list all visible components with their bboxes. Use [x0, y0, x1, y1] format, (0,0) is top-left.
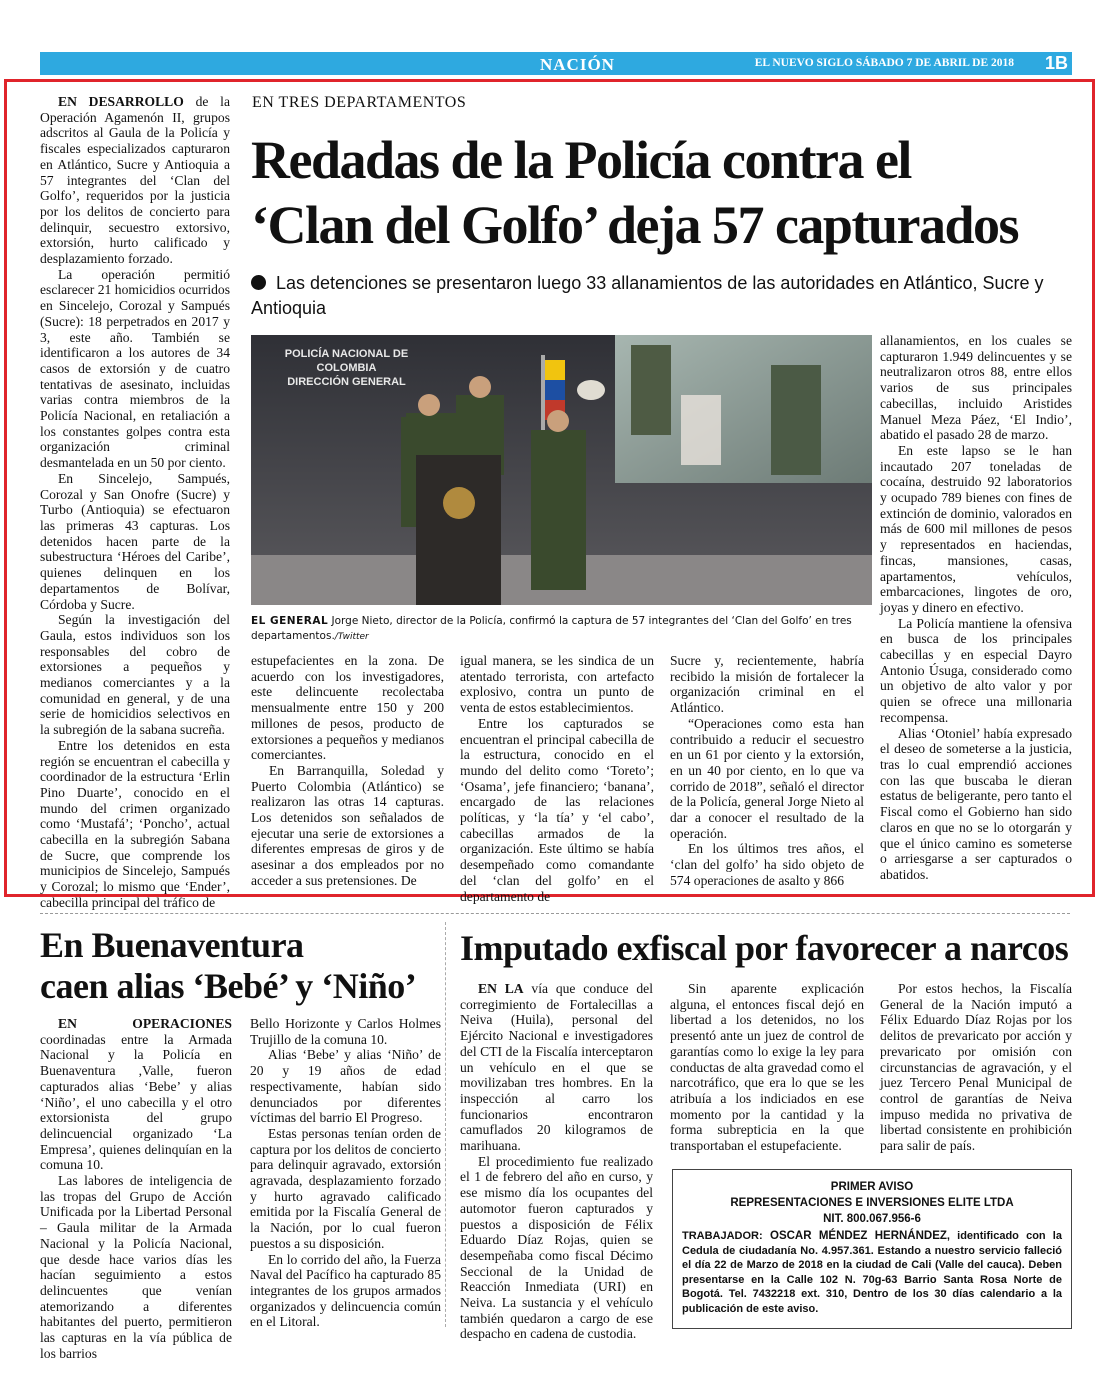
story2-column-1	[40, 1016, 232, 1361]
paragraph: Alias ‘Bebe’ y alias ‘Niño’ de 20 y 19 años de edad respectivamente, habían sido denunciados por diferentes víctimas del barrio El Progreso.	[250, 1047, 441, 1126]
photo-credit: /Twitter	[334, 632, 369, 642]
photo-banner	[259, 347, 434, 389]
main-story-column-5	[880, 333, 1072, 883]
paragraph: Según la investigación del Gaula, estos individuos son los responsables del cobro de extorsiones a pequeños y medianos comerciantes y a la comunidad en general, y de una serie de homicidios selectivos en la subregión de la sabana sucreña.	[40, 612, 230, 738]
story3-column-1	[460, 981, 653, 1342]
notice-body	[673, 1229, 1071, 1316]
page-number: 1B	[1044, 53, 1068, 73]
notice-name: OSCAR MÉNDEZ HERNÁNDEZ	[762, 1230, 947, 1242]
caption-lead: EL GENERAL	[251, 615, 329, 627]
headline-line-2: caen alias ‘Bebé’ y ‘Niño’	[40, 966, 417, 1006]
divider	[40, 913, 1070, 914]
kicker: EN TRES DEPARTAMENTOS	[252, 94, 467, 111]
story3-column-2	[670, 981, 864, 1154]
paragraph: igual manera, se les sindica de un atentado terrorista, con artefacto explosivo, contra un punto de venta de estos establecimientos.	[460, 653, 654, 716]
headline-line-1: En Buenaventura	[40, 925, 304, 965]
section-header-bar	[40, 52, 1072, 75]
main-story-column-2	[251, 653, 444, 889]
main-story-column-4	[670, 653, 864, 889]
paragraph: Por estos hechos, la Fiscalía General de la Nación imputó a Félix Eduardo Díaz Rojas por los delitos de prevaricato por acción y prevaricato por omisión con circunstancias de agravación, y el juez Tercero Penal Municipal de control de garantías de Neiva impuso medida no privativa de libertad consistente en prohibición para salir de país.	[880, 981, 1072, 1154]
bullet-icon	[251, 275, 266, 290]
story3-column-3	[880, 981, 1072, 1154]
paragraph: “Operaciones como esta han contribuido a reducir el secuestro en un 61 por ciento y la extorsión, en un 40 por ciento, en lo que va corrido de 2018”, señaló el director de la Policía, general Jorge Nieto al dar a conocer el resultado de la operación.	[670, 715, 864, 841]
story2-column-2	[250, 1016, 441, 1330]
paragraph: de la Operación Agamenón II, grupos adscritos al Gaula de la Policía y fiscales especializados capturaron en Atlántico, Sucre y Antioquia a 57 integrantes del ‘Clan del Golfo’, requeridos por la justicia por los delitos de concierto para delinquir, secuestro extorsivo, extorsión, hurto calificado y desplazamiento forzado.	[40, 94, 230, 267]
paragraph: Bello Horizonte y Carlos Holmes Trujillo de la comuna 10.	[250, 1016, 441, 1047]
story2-headline	[40, 925, 440, 1007]
paragraph: Las labores de inteligencia de las tropas del Grupo de Acción Unificada por la Libertad Personal – Gaula militar de la Armada Nacional y la Policía Nacional, que desde hace varios días les hacían seguimiento a estos delincuentes que venían atemorizando a diferentes habitantes del puerto, permitieron las capturas en la vía pública de los barrios	[40, 1173, 232, 1361]
lead-in: EN OPERACIONES	[58, 1016, 232, 1031]
press-conference-photo	[251, 335, 872, 605]
headline-line-1: Redadas de la Policía contra el	[251, 130, 911, 190]
column-divider	[445, 922, 446, 1327]
photo-banner-line-2: DIRECCIÓN GENERAL	[287, 376, 406, 388]
paragraph: En los últimos tres años, el ‘clan del golfo’ ha sido objeto de 574 operaciones de asalto y 866	[670, 841, 864, 888]
paragraph: La operación permitió esclarecer 21 homicidios ocurridos en Sincelejo, Corozal y Sampués (Sucre): 18 perpetrados en 2017 y 3, este año. También se identificaron a los autores de 34 casos de extorsión y de cuatro tentativas de asesinato, incluidas varias contra miembros de la Policía Nacional, en retaliación a los constantes golpes contra esta organización criminal desmantelada en un 50 por ciento.	[40, 266, 230, 471]
lead-in: EN LA	[478, 981, 524, 996]
paragraph: La Policía mantiene la ofensiva en busca de los principales cabecillas y en especial Dayro Antonio Úsuga, considerado como un objetivo de alto valor y por quien se ofrece una millonaria recompensa.	[880, 615, 1072, 725]
paragraph: coordinadas entre la Armada Nacional y la Policía en Buenaventura ,Valle, fueron capturados alias ‘Bebe’ y alias ‘Niño’, el uno cabecilla y el otro extorsionista del grupo delincuencial organizado ‘La Empresa’, quienes delinquían en la comuna 10.	[40, 1031, 232, 1173]
notice-text: , identificado con la Cedula de ciudadanía No. 4.957.361. Estando a nuestro servicio falleció el día 22 de Marzo de 2018 en la ciudad de Cali (Valle del cauca). Deben presentarse en la Calle 102 N. 70g-63 Barrio Santa Rosa Norte de Bogotá. Tel. 7432218 ext. 310, Dentro de los 30 días calendario a la publicación de este aviso.	[682, 1230, 1062, 1315]
main-story-column-1	[40, 94, 230, 911]
paragraph: En este lapso se le han incautado 207 toneladas de cocaína, destruido 92 laboratorios y ocupado 789 bienes con fines de extinción de dominio, valorados en más de 600 mil millones de pesos y representados en haciendas, fincas, mansiones, casas, apartamentos, vehículos, embarcaciones, lingotes de oro, joyas y dinero en efectivo.	[880, 442, 1072, 615]
notice-nit: NIT. 800.067.956-6	[823, 1213, 921, 1225]
paragraph: vía que conduce del corregimiento de Fortalecillas a Neiva (Huila), personal del Ejército Nacional e investigadores del CTI de la Fiscalía interceptaron un vehículo en el que se movilizaban tres hombres. En la inspección al carro los funcionarios encontraron camuflados 20 kilogramos de marihuana.	[460, 981, 653, 1154]
paragraph: Alias ‘Otoniel’ había expresado el deseo de someterse a la justicia, tras lo cual emprendió acciones con las que buscaba le dieran estatus de beligerante, pero tanto el Fiscal como el Gobierno han sido claros en que no se lo otorgarán y que el único camino es someterse o arriesgarse a ser capturados o abatidos.	[880, 725, 1072, 882]
paragraph: El procedimiento fue realizado el 1 de febrero del año en curso, y ese mismo día los ocupantes del automotor fueron capturados y puestos a disposición de Félix Eduardo Díaz Rojas, quien se desempeñaba como fiscal Décimo Seccional de la Unidad de Reacción Inmediata (URI) en Neiva. La sustancia y el vehículo también quedaron a cargo de ese despacho en cadena de custodia.	[460, 1153, 653, 1342]
paragraph: estupefacientes en la zona. De acuerdo con los investigadores, este delincuente recolectaba mensualmente entre 150 y 200 millones de pesos, producto de extorsiones a pequeños y medianos comerciantes.	[251, 653, 444, 763]
photo-banner-line-1: POLICÍA NACIONAL DE COLOMBIA	[284, 348, 409, 374]
notice-company: REPRESENTACIONES E INVERSIONES ELITE LTDA	[730, 1197, 1014, 1209]
subheadline-text: Las detenciones se presentaron luego 33 allanamientos de las autoridades en Atlántico, Sucre y Antioquia	[251, 273, 1044, 318]
photo-caption	[251, 614, 872, 645]
headline-line-2: ‘Clan del Golfo’ deja 57 capturados	[251, 195, 1018, 255]
paragraph: En Sincelejo, Sampués, Corozal y San Onofre (Sucre) y Turbo (Antioquia) se efectuaron las primeras 43 capturas. Los detenidos hacen parte de la subestructura ‘Héroes del Caribe’, quienes delinquen en los departamentos de Bolívar, Córdoba y Sucre.	[40, 470, 230, 612]
publication-date: EL NUEVO SIGLO SÁBADO 7 DE ABRIL DE 2018	[754, 57, 1014, 69]
paragraph: En lo corrido del año, la Fuerza Naval del Pacífico ha capturado 85 integrantes de los grupos armados organizados y delincuencia común en el Litoral.	[250, 1251, 441, 1330]
paragraph: Estas personas tenían orden de captura por los delitos de concierto para delinquir agravado, extorsión agravada, desplazamiento forzado y hurto agravado calificado emitida por la Fiscalía General de la Nación, por lo cual fueron puestos a su disposición.	[250, 1125, 441, 1251]
caption-text: Jorge Nieto, director de la Policía, confirmó la captura de 57 integrantes del ‘Clan del Golfo’ en tres departamentos.	[251, 615, 852, 642]
paragraph: Sucre y, recientemente, habría recibido la misión de fortalecer la organización criminal en el Atlántico.	[670, 653, 864, 716]
notice-label: TRABAJADOR:	[682, 1230, 763, 1242]
legal-notice	[672, 1169, 1072, 1329]
notice-title: PRIMER AVISO	[830, 1181, 914, 1193]
subheadline	[251, 271, 1051, 321]
section-name: NACIÓN	[540, 55, 615, 74]
paragraph: Entre los capturados se encuentran el principal cabecilla de la estructura, conocido en el mundo del delito como ‘Toreto’; ‘Osama’, jefe financiero; ‘banana’, encargado de las relaciones políticas, y ‘la tía’ y ‘el cabo’, cabecillas armados de la organización. Este último se había desempeñado como comandante del ‘clan del golfo’ en el departamento de	[460, 715, 654, 904]
paragraph: Entre los detenidos en esta región se encuentran el cabecilla y coordinador de la estructura ‘Erlin Pino Duarte’, conocido en el mundo del crimen organizado como ‘Mustafá’; ‘Poncho’, actual cabecilla en la subregión Sabana de Sucre, que comprende los municipios de Sincelejo, Sampués y Corozal; lo mismo que ‘Ender’, cabecilla principal del tráfico de	[40, 737, 230, 910]
paragraph: allanamientos, en los cuales se capturaron 1.949 delincuentes y se neutralizaron otros 88, entre ellos varios de sus principales cabecillas, incluido Aristides Manuel Meza Páez, ‘El Indio’, abatido el pasado 28 de marzo.	[880, 333, 1072, 443]
lead-in: EN DESARROLLO	[58, 94, 184, 109]
story3-headline: Imputado exfiscal por favorecer a narcos	[460, 928, 1069, 968]
paragraph: Sin aparente explicación alguna, el entonces fiscal dejó en libertad a los detenidos, no los presentó ante un juez de control de garantías como lo exige la ley para conductas de alta gravedad como el narcotráfico, que era lo que se les atribuía a los indiciados en ese momento por la cantidad y la forma subrepticia en la que transportaban el estupefaciente.	[670, 981, 864, 1154]
paragraph: En Barranquilla, Soledad y Puerto Colombia (Atlántico) se realizaron las otras 14 capturas. Los detenidos son señalados de ejecutar una serie de extorsiones a diferentes empresas de giros y de asesinar a dos empleados por no acceder a sus pretensiones. De	[251, 762, 444, 888]
main-story-column-3	[460, 653, 654, 904]
headline	[251, 128, 1086, 258]
